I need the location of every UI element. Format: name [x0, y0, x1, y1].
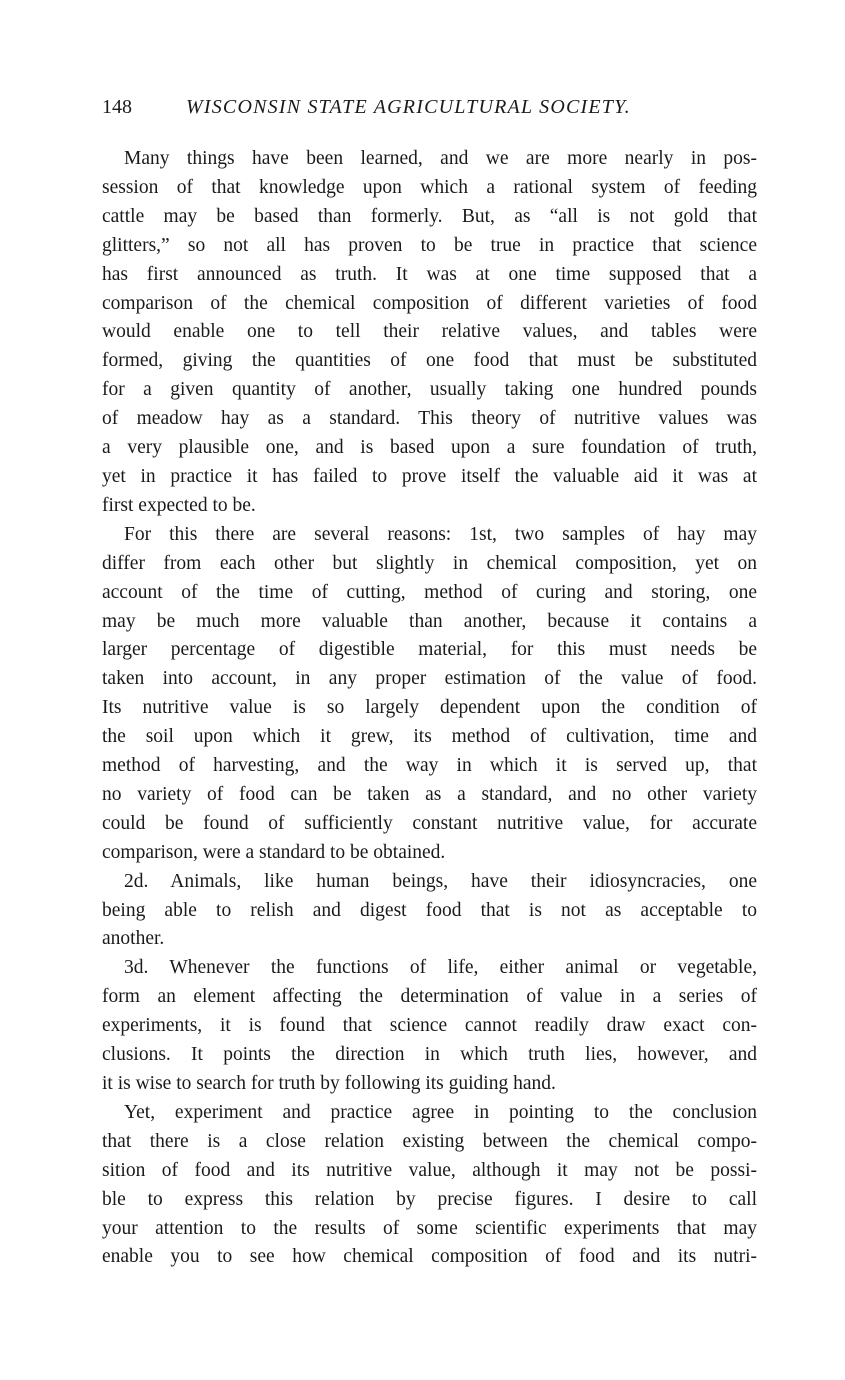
text-line: 2d. Animals, like human beings, have their idiosyncracies, one [124, 870, 757, 892]
text-line: account of the time of cutting, method of curing and storing, one [102, 581, 757, 603]
text-line: 3d. Whenever the functions of life, either animal or vegetable, [124, 957, 757, 979]
text-line: enable you to see how chemical composition of food and its nutri- [102, 1246, 757, 1268]
text-line: larger percentage of digestible material, for this must needs be [102, 639, 757, 661]
paragraph-5 [102, 1099, 757, 1272]
text-line: sition of food and its nutritive value, although it may not be possi- [102, 1159, 757, 1181]
text-line: comparison, were a standard to be obtained. [102, 841, 446, 863]
body-text [102, 145, 757, 1272]
text-line: of meadow hay as a standard. This theory of nutritive values was [102, 408, 757, 430]
text-line: your attention to the results of some scientific experiments that may [102, 1217, 757, 1239]
text-line: has first announced as truth. It was at one time supposed that a [102, 263, 757, 285]
text-line: a very plausible one, and is based upon a sure foundation of truth, [102, 437, 757, 459]
text-line: may be much more valuable than another, because it contains a [102, 610, 757, 632]
text-line: formed, giving the quantities of one food that must be substituted [102, 350, 757, 372]
running-head [102, 92, 762, 124]
text-line: could be found of sufficiently constant nutritive value, for accurate [102, 812, 757, 834]
text-line: cattle may be based than formerly. But, as “all is not gold that [102, 205, 757, 227]
text-line: no variety of food can be taken as a standard, and no other variety [102, 783, 757, 805]
paragraph-1 [102, 145, 757, 521]
text-line: differ from each other but slightly in chemical composition, yet on [102, 552, 757, 574]
text-line: comparison of the chemical composition of different varieties of food [102, 292, 757, 314]
text-line: the soil upon which it grew, its method of cultivation, time and [102, 726, 757, 748]
text-line: being able to relish and digest food that is not as acceptable to [102, 899, 757, 921]
page-number: 148 [102, 96, 132, 118]
text-line: for a given quantity of another, usually taking one hundred pounds [102, 379, 757, 401]
text-line: would enable one to tell their relative values, and tables were [102, 321, 757, 343]
text-line: that there is a close relation existing between the chemical compo- [102, 1130, 757, 1152]
running-title: WISCONSIN STATE AGRICULTURAL SOCIETY. [186, 96, 631, 118]
text-line: yet in practice it has failed to prove itself the valuable aid it was at [102, 465, 757, 487]
text-line: Many things have been learned, and we are more nearly in pos- [124, 148, 757, 169]
text-line: clusions. It points the direction in which truth lies, however, and [102, 1044, 757, 1066]
text-line: Yet, experiment and practice agree in pointing to the conclusion [124, 1101, 757, 1123]
text-line: ble to express this relation by precise figures. I desire to call [102, 1188, 757, 1210]
paragraph-3 [102, 868, 757, 955]
paragraph-4 [102, 954, 757, 1099]
text-line: experiments, it is found that science cannot readily draw exact con- [102, 1015, 757, 1037]
text-line: glitters,” so not all has proven to be true in practice that science [102, 234, 757, 256]
text-line: form an element affecting the determination of value in a series of [102, 986, 757, 1008]
text-line: taken into account, in any proper estimation of the value of food. [102, 668, 757, 690]
text-line: For this there are several reasons: 1st, two samples of hay may [124, 523, 757, 545]
text-line: first expected to be. [102, 494, 256, 516]
text-line: another. [102, 928, 165, 950]
text-line: method of harvesting, and the way in which it is served up, that [102, 755, 757, 777]
text-line: Its nutritive value is so largely dependent upon the condition of [102, 697, 757, 719]
text-line: it is wise to search for truth by following its guiding hand. [102, 1073, 556, 1094]
paragraph-2 [102, 521, 757, 868]
text-line: session of that knowledge upon which a rational system of feeding [102, 176, 757, 198]
